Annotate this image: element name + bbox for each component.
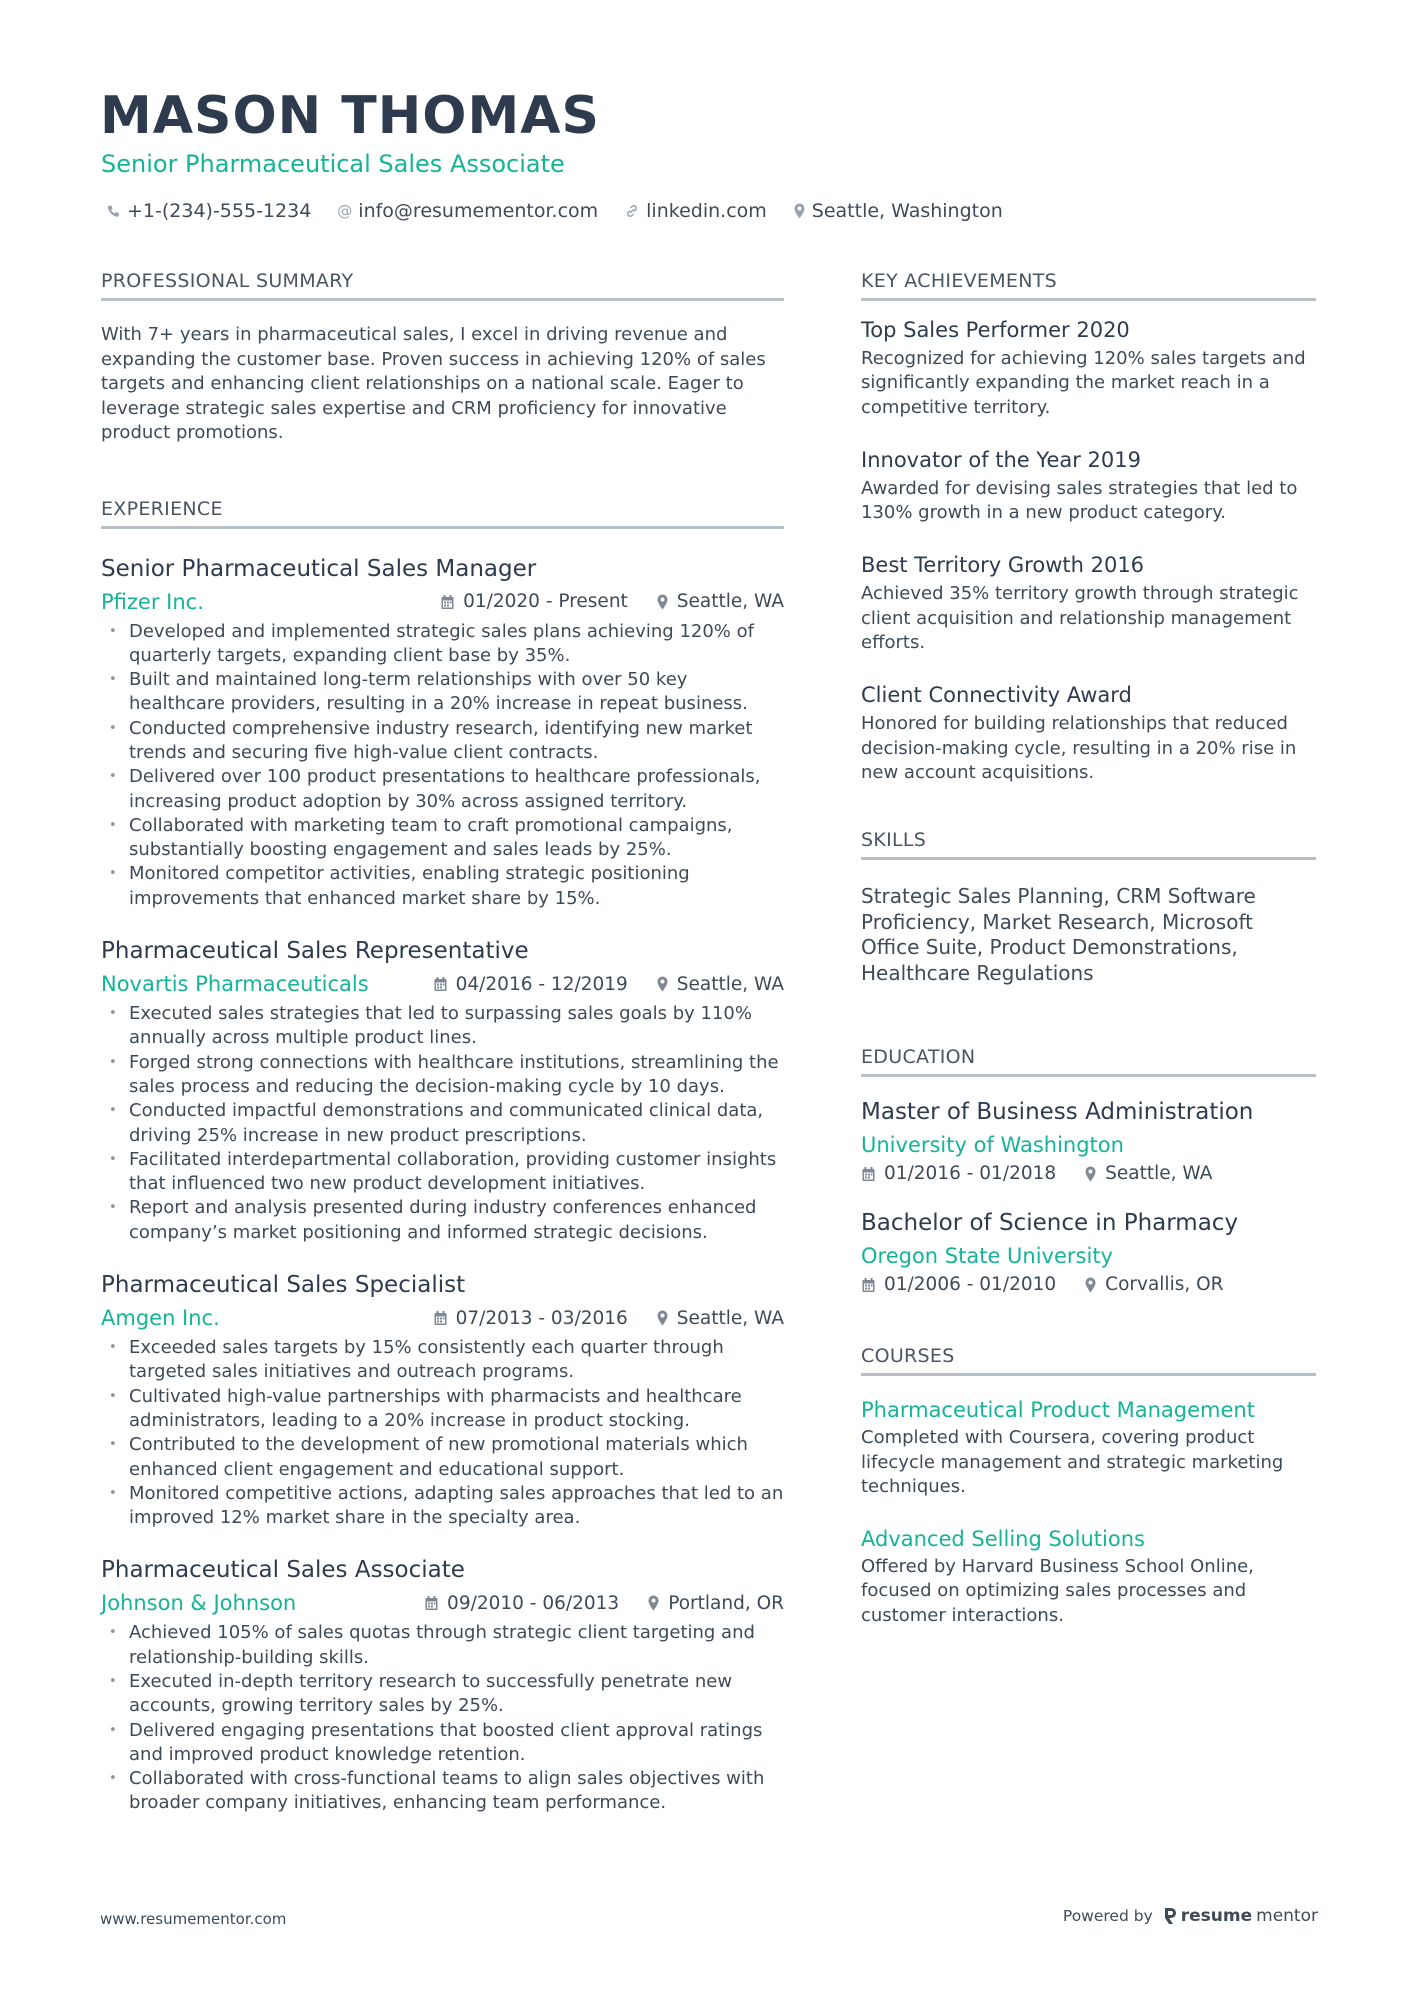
education-meta: [861, 1274, 1316, 1295]
experience-section: [101, 498, 784, 1816]
job-entry: [101, 554, 784, 912]
bullet: • Exceeded sales targets by 15% consistently each quarter through targeted sales initiatives and outreach programs.: [101, 1336, 784, 1385]
achievement-title: Client Connectivity Award: [861, 683, 1132, 708]
degree-title: Bachelor of Science in Pharmacy: [861, 1210, 1239, 1237]
bullet: • Delivered over 100 product presentations to healthcare professionals, increasing product adoption by 30% across assigned territory.: [101, 765, 784, 814]
job-entry: [101, 1555, 784, 1815]
location-pin-icon: [793, 203, 806, 219]
company-name: Pfizer Inc.: [101, 589, 204, 614]
powered-by-label: Powered by: [1062, 1907, 1153, 1925]
calendar-icon: [440, 594, 455, 610]
location-pin-icon: [647, 1595, 660, 1611]
achievement-title: Best Territory Growth 2016: [861, 553, 1145, 578]
achievement-title: Top Sales Performer 2020: [861, 318, 1130, 342]
resumementor-logo[interactable]: [1163, 1906, 1318, 1926]
achievement-desc: Awarded for devising sales strategies that led to 130% growth in a new product category.: [861, 477, 1298, 524]
job-dates: [440, 591, 628, 612]
bullet: • Built and maintained long-term relationships with over 50 key healthcare providers, resulting in a 20% increase in repeat business.: [101, 668, 784, 717]
job-dates: [433, 974, 628, 995]
contact-email: [337, 200, 598, 222]
summary-text: With 7+ years in pharmaceutical sales, I excel in driving revenue and expanding the customer base. Proven success in achieving 120% of sales targets and enhancing client relationships on a national scale. Eager to leverage strategic sales expertise and CRM proficiency for innovative product promotions.: [101, 324, 766, 443]
contact-linkedin: [624, 200, 767, 222]
education-dates: [861, 1274, 1056, 1295]
job-bullets: [101, 1336, 784, 1530]
calendar-icon: [433, 976, 448, 992]
bullet: • Conducted comprehensive industry research, identifying new market trends and securing five high-value client contracts.: [101, 717, 784, 766]
job-location: [647, 1593, 784, 1614]
skills-text: Strategic Sales Planning, CRM Software Proficiency, Market Research, Microsoft Office Suite, Product Demonstrations, Healthcare Regulations: [861, 884, 1256, 985]
education-location: [1084, 1163, 1212, 1184]
brand-bold-text: resume: [1180, 1906, 1253, 1926]
job-dates-text: 09/2010 - 06/2013: [447, 1592, 620, 1614]
bullet: • Developed and implemented strategic sales plans achieving 120% of quarterly targets, expanding client base by 35%.: [101, 620, 784, 669]
education-item: [861, 1097, 1316, 1184]
location-pin-icon: [656, 976, 669, 992]
achievement-item: [861, 680, 1316, 785]
location-text: Seattle, Washington: [811, 200, 1003, 222]
job-location: [656, 974, 784, 995]
job-title: Pharmaceutical Sales Specialist: [101, 1272, 466, 1299]
bullet: • Executed sales strategies that led to surpassing sales goals by 110% annually across multiple product lines.: [101, 1002, 784, 1051]
bullet: • Achieved 105% of sales quotas through strategic client targeting and relationship-building skills.: [101, 1621, 784, 1670]
job-meta: [101, 1304, 784, 1332]
education-location-text: Seattle, WA: [1105, 1163, 1213, 1185]
courses-section: [861, 1345, 1316, 1628]
brand-logo-icon: [1163, 1907, 1177, 1925]
at-icon: @: [337, 202, 353, 220]
job-title: Pharmaceutical Sales Representative: [101, 938, 529, 965]
job-location: [656, 1308, 784, 1329]
course-title: Advanced Selling Solutions: [861, 1527, 1145, 1552]
company-name: Amgen Inc.: [101, 1306, 220, 1331]
job-meta: [101, 588, 784, 616]
education-item: [861, 1208, 1316, 1295]
job-location: [656, 591, 784, 612]
school-name: Oregon State University: [861, 1244, 1113, 1269]
degree-title: Master of Business Administration: [861, 1099, 1254, 1126]
bullet: • Report and analysis presented during industry conferences enhanced company’s market positioning and informed strategic decisions.: [101, 1196, 784, 1245]
job-meta-right: [433, 1308, 784, 1329]
footer-powered-by: [1063, 1906, 1318, 1926]
footer-website[interactable]: www.resumementor.com: [100, 1910, 287, 1928]
bullet: • Monitored competitor activities, enabling strategic positioning improvements that enhanced market share by 15%.: [101, 862, 784, 911]
job-entry: [101, 936, 784, 1245]
bullet: • Conducted impactful demonstrations and communicated clinical data, driving 25% increase in new product prescriptions.: [101, 1099, 784, 1148]
phone-icon: [106, 204, 121, 219]
job-bullets: [101, 620, 784, 912]
bullet: • Contributed to the development of new promotional materials which enhanced client engagement and educational support.: [101, 1433, 784, 1482]
contact-phone: [106, 200, 311, 222]
achievements-heading: KEY ACHIEVEMENTS: [861, 270, 1316, 301]
location-pin-icon: [1084, 1277, 1097, 1293]
achievements-list: [861, 315, 1316, 785]
course-title: Pharmaceutical Product Management: [861, 1398, 1255, 1423]
bullet: • Collaborated with cross-functional teams to align sales objectives with broader company initiatives, enhancing team performance.: [101, 1767, 784, 1816]
education-location: [1084, 1274, 1223, 1295]
achievement-desc: Recognized for achieving 120% sales targets and significantly expanding the market reach in a competitive territory.: [861, 348, 1306, 418]
skills-section: [861, 829, 1316, 986]
achievement-desc: Honored for building relationships that reduced decision-making cycle, resulting in a 20% rise in new account acquisitions.: [861, 713, 1297, 783]
job-meta-right: [433, 974, 784, 995]
contact-bar: [106, 200, 1003, 222]
phone-text: +1-(234)-555-1234: [127, 200, 312, 222]
job-title: Pharmaceutical Sales Associate: [101, 1557, 465, 1584]
location-pin-icon: [656, 594, 669, 610]
location-pin-icon: [1084, 1166, 1097, 1182]
bullet: • Executed in-depth territory research to successfully penetrate new accounts, growing territory sales by 25%.: [101, 1670, 784, 1719]
education-dates: [861, 1163, 1056, 1184]
right-column: [861, 270, 1316, 1628]
candidate-title: Senior Pharmaceutical Sales Associate: [101, 150, 565, 178]
location-pin-icon: [656, 1310, 669, 1326]
job-dates: [433, 1308, 628, 1329]
calendar-icon: [861, 1166, 876, 1182]
courses-heading: COURSES: [861, 1345, 1316, 1376]
job-title: Senior Pharmaceutical Sales Manager: [101, 555, 537, 582]
job-meta: [101, 1589, 784, 1617]
summary-heading: PROFESSIONAL SUMMARY: [101, 270, 784, 301]
education-meta: [861, 1163, 1316, 1184]
education-location-text: Corvallis, OR: [1105, 1274, 1224, 1296]
achievement-item: [861, 315, 1316, 420]
contact-location: [793, 200, 1003, 222]
achievement-item: [861, 550, 1316, 655]
job-meta-right: [424, 1593, 784, 1614]
achievement-title: Innovator of the Year 2019: [861, 447, 1141, 472]
bullet: • Delivered engaging presentations that boosted client approval ratings and improved product knowledge retention.: [101, 1719, 784, 1768]
job-dates-text: 07/2013 - 03/2016: [455, 1307, 628, 1329]
bullet: • Forged strong connections with healthcare institutions, streamlining the sales process and reducing the decision-making cycle by 10 days.: [101, 1051, 784, 1100]
link-icon: [624, 203, 640, 219]
course-item: [861, 1525, 1316, 1628]
candidate-name: MASON THOMAS: [100, 86, 600, 146]
bullet: • Monitored competitive actions, adapting sales approaches that led to an improved 12% market share in the specialty area.: [101, 1482, 784, 1531]
email-text: info@resumementor.com: [358, 200, 599, 222]
job-location-text: Seattle, WA: [676, 591, 784, 612]
bullet: • Collaborated with marketing team to craft promotional campaigns, substantially boosting engagement and sales leads by 25%.: [101, 814, 784, 863]
bullet: • Cultivated high-value partnerships with pharmacists and healthcare administrators, leading to a 20% increase in product stocking.: [101, 1385, 784, 1434]
achievement-desc: Achieved 35% territory growth through strategic client acquisition and relationship management efforts.: [861, 583, 1299, 654]
job-meta-right: [440, 591, 784, 612]
skills-heading: SKILLS: [861, 829, 1316, 860]
calendar-icon: [424, 1595, 439, 1611]
experience-heading: EXPERIENCE: [101, 498, 784, 529]
achievements-section: [861, 270, 1316, 785]
course-desc: Offered by Harvard Business School Online, focused on optimizing sales processes and customer interactions.: [861, 1556, 1254, 1626]
job-meta: [101, 970, 784, 998]
calendar-icon: [861, 1277, 876, 1293]
company-name: Johnson & Johnson: [101, 1591, 297, 1616]
job-dates-text: 01/2020 - Present: [463, 591, 628, 612]
job-dates-text: 04/2016 - 12/2019: [455, 973, 628, 995]
course-item: [861, 1396, 1316, 1499]
education-dates-text: 01/2016 - 01/2018: [884, 1163, 1057, 1185]
job-entry: [101, 1270, 784, 1530]
school-name: University of Washington: [861, 1133, 1124, 1158]
education-dates-text: 01/2006 - 01/2010: [884, 1274, 1057, 1296]
company-name: Novartis Pharmaceuticals: [101, 972, 369, 997]
bullet: • Facilitated interdepartmental collaboration, providing customer insights that influenced two new product development initiatives.: [101, 1148, 784, 1197]
education-section: [861, 1046, 1316, 1295]
job-bullets: [101, 1621, 784, 1815]
education-heading: EDUCATION: [861, 1046, 1316, 1077]
job-location-text: Portland, OR: [668, 1592, 784, 1614]
achievement-item: [861, 445, 1316, 526]
linkedin-text: linkedin.com: [646, 200, 767, 222]
course-desc: Completed with Coursera, covering product lifecycle management and strategic marketing techniques.: [861, 1427, 1284, 1497]
job-dates: [424, 1593, 619, 1614]
calendar-icon: [433, 1310, 448, 1326]
left-column: [101, 270, 784, 1816]
job-location-text: Seattle, WA: [676, 1307, 784, 1329]
job-location-text: Seattle, WA: [676, 973, 784, 995]
job-bullets: [101, 1002, 784, 1245]
brand-light-text: mentor: [1256, 1906, 1318, 1926]
